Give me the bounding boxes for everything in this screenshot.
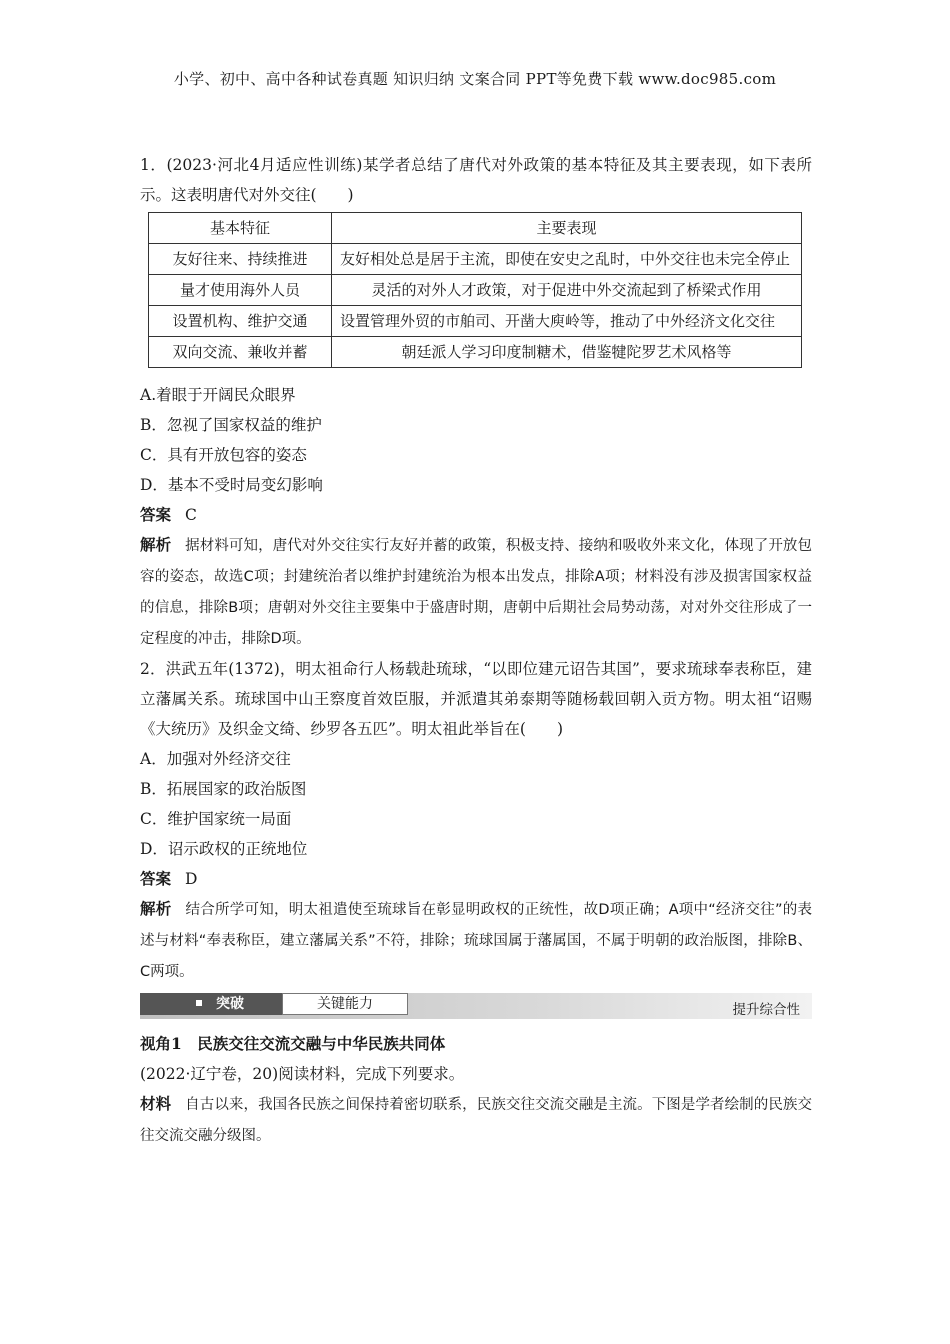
analysis-label: 解析 [140, 535, 172, 554]
answer-value: D [185, 870, 198, 888]
section-title: 视角1 民族交往交流交融与中华民族共同体 [140, 1034, 446, 1053]
table-cell-detail: 友好相处总是居于主流，即使在安史之乱时，中外交往也未完全停止 [332, 244, 802, 275]
table-row [149, 306, 802, 337]
table-row [149, 244, 802, 275]
material-label: 材料 [140, 1094, 172, 1113]
question-2-stem: 2．洪武五年(1372)，明太祖命行人杨载赴琉球，“以即位建元诏告其国”，要求琉球奉表称臣，建立藩属关系。琉球国中山王察度首效臣服，并派遣其弟泰期等随杨载回朝入贡方物。明太祖“诏赐《大统历》及织金文绮、纱罗各五匹”。明太祖此举旨在( ) [140, 660, 812, 738]
answer-label: 答案 [140, 869, 172, 888]
table-cell-detail: 朝廷派人学习印度制糖术，借鉴犍陀罗艺术风格等 [332, 337, 802, 368]
analysis-text: 结合所学可知，明太祖遣使至琉球旨在彰显明政权的正统性，故D项正确；A项中“经济交往”的表述与材料“奉表称臣，建立藩属关系”不符，排除；琉球国属于藩属国，不属于明朝的政治版图，排除B、C两项。 [140, 902, 812, 980]
banner-tag: 突破 [140, 993, 282, 1015]
table-cell-detail: 设置管理外贸的市舶司、开凿大庾岭等，推动了中外经济文化交往 [332, 306, 802, 337]
question-2-option-b: B．拓展国家的政治版图 [140, 780, 307, 798]
question-1-stem: 1．(2023·河北4月适应性训练)某学者总结了唐代对外政策的基本特征及其主要表现，如下表所示。这表明唐代对外交往( ) [140, 156, 812, 204]
table-cell-feature: 量才使用海外人员 [149, 275, 332, 306]
main-content [140, 150, 812, 1151]
section-material [140, 1089, 812, 1151]
table-row [149, 337, 802, 368]
question-1-option-a: A.着眼于开阔民众眼界 [140, 386, 296, 404]
banner-subtitle: 关键能力 [282, 993, 408, 1015]
question-2-option-c: C．维护国家统一局面 [140, 810, 292, 828]
page-header: 小学、初中、高中各种试卷真题 知识归纳 文案合同 PPT等免费下载 www.doc985.com [173, 70, 777, 88]
question-2-option-d: D．诏示政权的正统地位 [140, 840, 308, 858]
tang-policy-table [148, 212, 802, 368]
question-1-option-b: B．忽视了国家权益的维护 [140, 416, 322, 434]
table-cell-feature: 设置机构、维护交通 [149, 306, 332, 337]
table-header-detail: 主要表现 [332, 213, 802, 244]
table-row [149, 275, 802, 306]
question-2-analysis [140, 894, 812, 987]
analysis-label: 解析 [140, 899, 172, 918]
square-bullet-icon [196, 1000, 202, 1006]
question-1-option-c: C．具有开放包容的姿态 [140, 446, 307, 464]
section-source: (2022·辽宁卷，20)阅读材料，完成下列要求。 [140, 1065, 465, 1083]
question-2-option-a: A．加强对外经济交往 [140, 750, 291, 768]
question-2-answer [140, 864, 812, 894]
material-text: 自古以来，我国各民族之间保持着密切联系，民族交往交流交融是主流。下图是学者绘制的民族交往交流交融分级图。 [140, 1097, 812, 1144]
table-cell-detail: 灵活的对外人才政策，对于促进中外交流起到了桥梁式作用 [332, 275, 802, 306]
table-cell-feature: 双向交流、兼收并蓄 [149, 337, 332, 368]
question-1-answer [140, 500, 812, 530]
table-header-row [149, 213, 802, 244]
question-1-analysis [140, 530, 812, 654]
answer-value: C [185, 506, 197, 524]
banner-right-label: 提升综合性 [732, 1002, 800, 1018]
analysis-text: 据材料可知，唐代对外交往实行友好并蓄的政策，积极支持、接纳和吸收外来文化，体现了开放包容的姿态，故选C项；封建统治者以维护封建统治为根本出发点，排除A项；材料没有涉及损害国家权益的信息，排除B项；唐朝对外交往主要集中于盛唐时期，唐朝中后期社会局势动荡，对对外交往形成了一定程度的冲击，排除D项。 [140, 538, 812, 647]
question-1-option-d: D．基本不受时局变幻影响 [140, 476, 323, 494]
section-banner [140, 993, 812, 1019]
answer-label: 答案 [140, 505, 172, 524]
table-header-feature: 基本特征 [149, 213, 332, 244]
table-cell-feature: 友好往来、持续推进 [149, 244, 332, 275]
